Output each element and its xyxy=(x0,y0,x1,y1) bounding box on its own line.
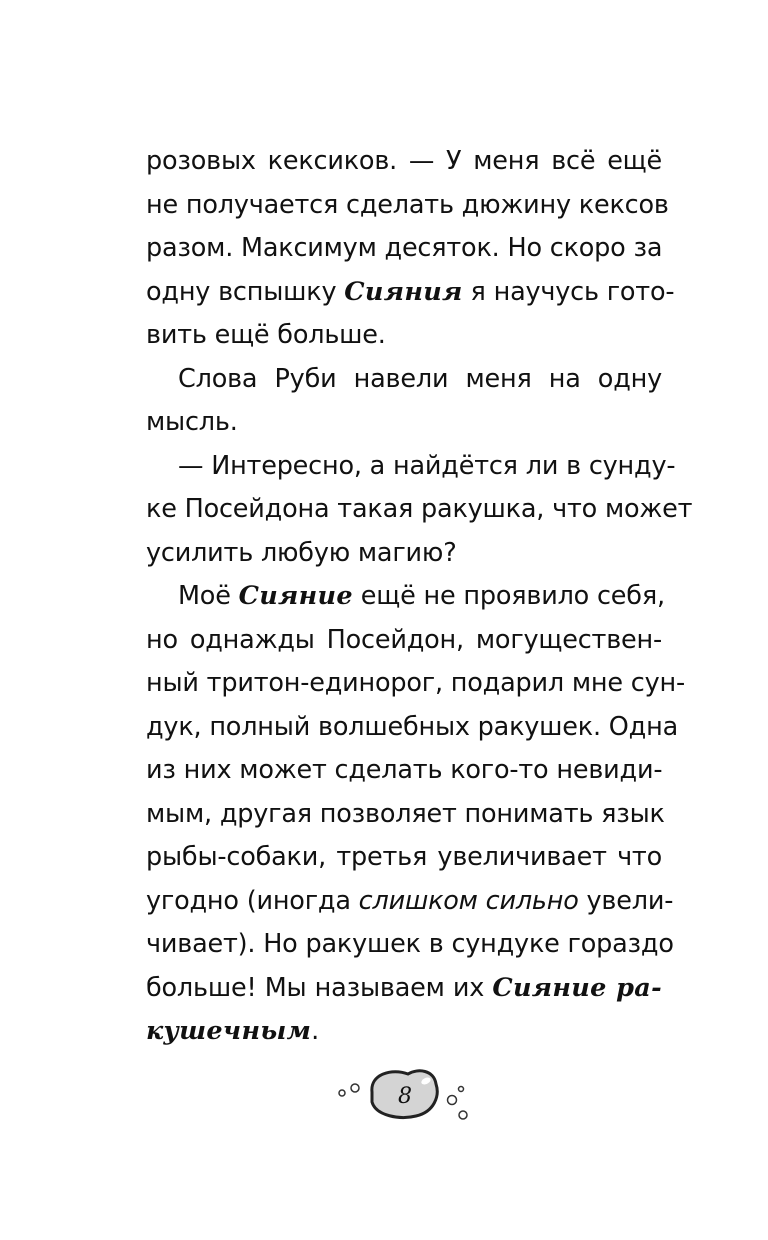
text-line xyxy=(146,793,665,837)
text-line xyxy=(146,227,662,271)
text-run: мысль. xyxy=(146,407,238,437)
text-line xyxy=(146,967,662,1011)
text-run: ещё не проявило себя, xyxy=(352,581,665,611)
text-run: ке Посейдона такая ракушка, что может xyxy=(146,494,693,524)
text-line xyxy=(146,662,685,706)
text-run: розовых кексиков. — У меня всё ещё xyxy=(146,146,662,176)
text-run: Моё xyxy=(178,581,239,611)
text-run: дук, полный волшебных ракушек. Одна xyxy=(146,711,679,742)
stylized-word: Сияния xyxy=(344,276,463,307)
page-number-badge xyxy=(330,1062,480,1132)
text-line xyxy=(146,184,669,228)
text-run: — Интересно, а найдётся ли в сунду- xyxy=(178,450,676,481)
text-run: разом. Максимум десяток. Но скоро за xyxy=(146,233,663,263)
stylized-word: кушечным xyxy=(146,1016,312,1046)
text-line xyxy=(146,401,662,445)
text-line xyxy=(146,923,674,967)
text-line xyxy=(146,532,662,576)
text-run: рыбы-собаки, третья увеличивает что xyxy=(146,842,662,872)
text-run: не получается сделать дюжину кексов xyxy=(146,189,669,220)
text-line xyxy=(146,706,679,750)
text-line xyxy=(146,271,675,315)
text-run: Слова Руби навели меня на одну xyxy=(178,363,662,394)
text-line xyxy=(146,445,676,489)
text-line xyxy=(146,314,662,358)
text-run: но однажды Посейдон, могуществен- xyxy=(146,624,662,655)
text-run: из них может сделать кого-то невиди- xyxy=(146,755,663,785)
text-run: угодно (иногда xyxy=(146,885,359,916)
text-line xyxy=(146,140,662,184)
text-run: мым, другая позволяет понимать язык xyxy=(146,798,665,829)
text-run: я научусь гото- xyxy=(462,276,675,307)
page-number: 8 xyxy=(398,1084,412,1109)
text-run: ный тритон-единорог, подарил мне сун- xyxy=(146,668,685,698)
body-text xyxy=(146,140,693,1054)
text-line xyxy=(146,619,662,663)
text-run: больше! Мы называем их xyxy=(146,972,493,1003)
text-run: чивает). Но ракушек в сундуке гораздо xyxy=(146,929,674,959)
text-run: вить ещё больше. xyxy=(146,320,386,350)
text-run: увели- xyxy=(578,885,674,916)
stylized-word: Сияние xyxy=(238,581,353,611)
text-run: усилить любую магию? xyxy=(146,537,457,568)
text-line xyxy=(146,836,662,880)
text-line xyxy=(146,358,662,402)
text-run: . xyxy=(311,1016,320,1046)
text-line xyxy=(146,488,693,532)
text-line xyxy=(146,749,662,793)
text-line xyxy=(146,1010,662,1054)
text-line xyxy=(146,575,665,619)
italic-phrase: слишком сильно xyxy=(358,885,579,916)
text-line xyxy=(146,880,674,924)
text-run: одну вспышку xyxy=(146,276,345,307)
stylized-word: Сияние ра- xyxy=(492,972,662,1003)
